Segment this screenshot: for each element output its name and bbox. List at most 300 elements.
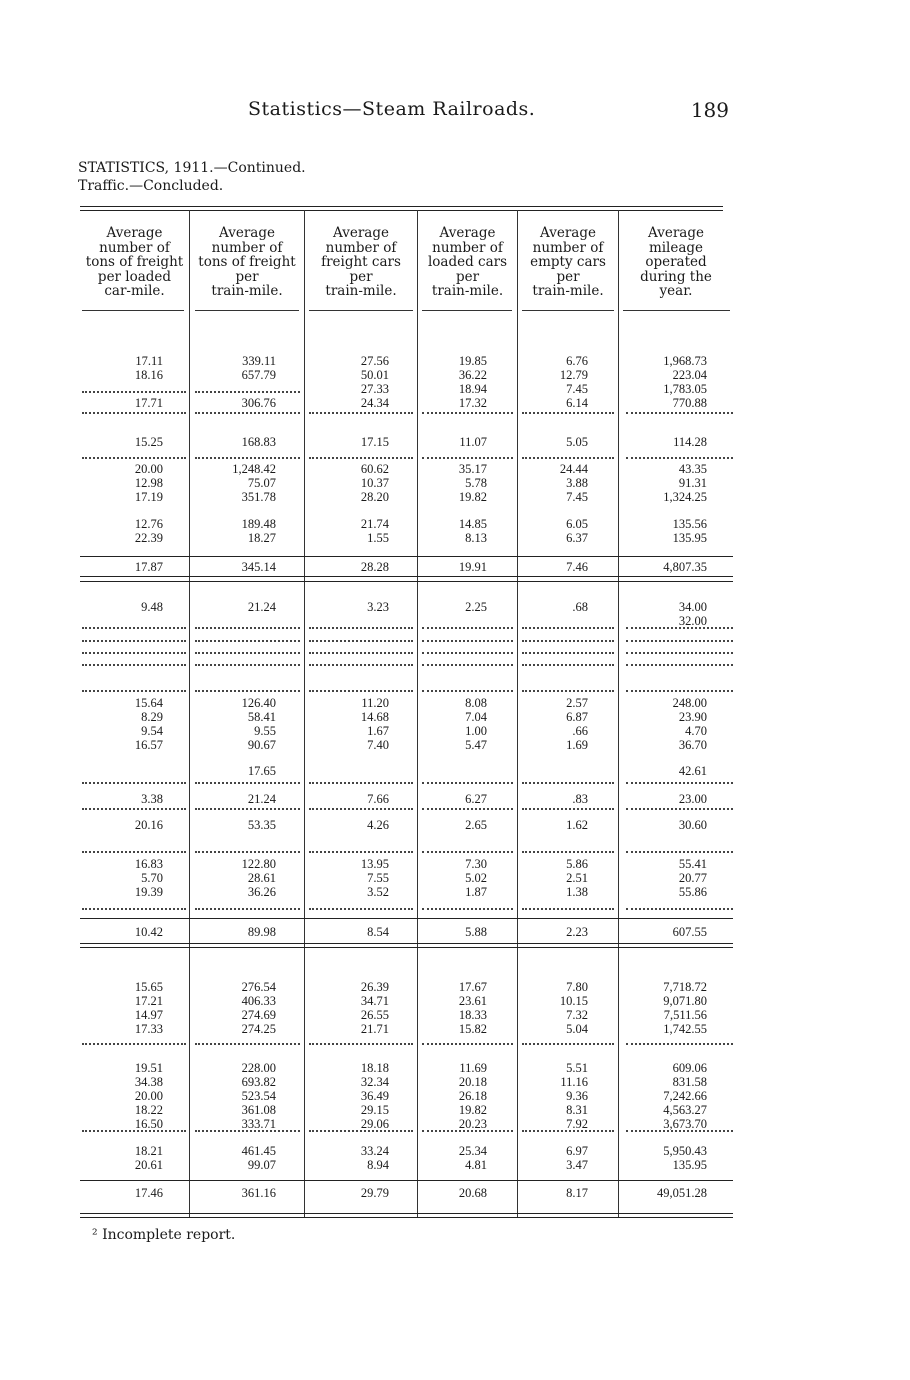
header-underline <box>195 310 299 311</box>
table-cell: 91.31 <box>678 476 707 490</box>
table-cell: 49,051.28 <box>657 1186 707 1200</box>
dotted-leader <box>626 782 733 784</box>
dotted-leader <box>626 652 733 654</box>
dotted-leader <box>82 1130 186 1132</box>
table-cell: 3.88 <box>566 476 588 490</box>
table-cell: 1.87 <box>465 885 487 899</box>
table-cell: 24.34 <box>360 396 389 410</box>
table-cell: 17.33 <box>134 1022 163 1036</box>
dotted-leader <box>626 640 733 642</box>
dotted-leader <box>626 457 733 459</box>
dotted-leader <box>626 1130 733 1132</box>
dotted-leader <box>626 908 733 910</box>
table-cell: 60.62 <box>360 462 389 476</box>
table-cell: 7,511.56 <box>663 1008 707 1022</box>
column-divider <box>304 210 305 1218</box>
dotted-leader <box>309 640 413 642</box>
table-cell: 3,673.70 <box>663 1117 707 1131</box>
dotted-leader <box>195 627 300 629</box>
table-cell: 6.97 <box>566 1144 588 1158</box>
table-cell: 36.26 <box>247 885 276 899</box>
table-cell: 8.17 <box>566 1186 588 1200</box>
table-cell: 5.04 <box>566 1022 588 1036</box>
table-cell: 274.25 <box>241 1022 276 1036</box>
dotted-leader <box>522 640 614 642</box>
table-cell: 5.86 <box>566 857 588 871</box>
table-cell: 30.60 <box>678 818 707 832</box>
dotted-leader <box>309 652 413 654</box>
table-cell: 4,807.35 <box>663 560 707 574</box>
table-cell: 12.76 <box>134 517 163 531</box>
dotted-leader <box>195 908 300 910</box>
table-cell: 21.24 <box>247 600 276 614</box>
table-cell: 17.71 <box>134 396 163 410</box>
table-cell: 21.24 <box>247 792 276 806</box>
table-cell: 20.00 <box>134 1089 163 1103</box>
table-cell: 7,718.72 <box>663 980 707 994</box>
dotted-leader <box>195 851 300 853</box>
dotted-leader <box>522 664 614 666</box>
table-cell: 5.51 <box>566 1061 588 1075</box>
table-cell: 23.61 <box>458 994 487 1008</box>
table-cell: 4,563.27 <box>663 1103 707 1117</box>
dotted-leader <box>522 412 614 414</box>
table-cell: 274.69 <box>241 1008 276 1022</box>
dotted-leader <box>82 908 186 910</box>
header-underline <box>422 310 512 311</box>
table-cell: 28.61 <box>247 871 276 885</box>
table-cell: 18.94 <box>458 382 487 396</box>
table-cell: 189.48 <box>241 517 276 531</box>
dotted-leader <box>522 652 614 654</box>
table-cell: 26.39 <box>360 980 389 994</box>
dotted-leader <box>522 782 614 784</box>
table-cell: .66 <box>572 724 588 738</box>
table-cell: 26.18 <box>458 1089 487 1103</box>
table-cell: 29.06 <box>360 1117 389 1131</box>
table-cell: 6.05 <box>566 517 588 531</box>
page-number: 189 <box>690 98 729 122</box>
top-rule <box>80 206 723 207</box>
column-header-tons-per-car-mile: Average number of tons of freight per loaded car-mile. <box>85 225 184 300</box>
table-cell: 9.48 <box>141 600 163 614</box>
table-cell: 89.98 <box>247 925 276 939</box>
table-cell: 22.39 <box>134 531 163 545</box>
column-divider <box>189 210 190 1218</box>
table-cell: 2.51 <box>566 871 588 885</box>
table-cell: 2.23 <box>566 925 588 939</box>
table-cell: 15.65 <box>134 980 163 994</box>
table-cell: 19.82 <box>458 490 487 504</box>
dotted-leader <box>309 664 413 666</box>
dotted-leader <box>82 391 186 393</box>
dotted-leader <box>82 627 186 629</box>
dotted-leader <box>195 690 300 692</box>
dotted-leader <box>195 782 300 784</box>
table-cell: 168.83 <box>241 435 276 449</box>
dotted-leader <box>309 1130 413 1132</box>
table-cell: 4.70 <box>685 724 707 738</box>
section-rule <box>80 947 733 948</box>
dotted-leader <box>522 808 614 810</box>
table-cell: 1.62 <box>566 818 588 832</box>
dotted-leader <box>309 851 413 853</box>
table-cell: 8.31 <box>566 1103 588 1117</box>
table-cell: 42.61 <box>678 764 707 778</box>
table-cell: 15.82 <box>458 1022 487 1036</box>
dotted-leader <box>422 1130 513 1132</box>
dotted-leader <box>309 808 413 810</box>
dotted-leader <box>626 412 733 414</box>
table-cell: 26.55 <box>360 1008 389 1022</box>
table-cell: 75.07 <box>247 476 276 490</box>
table-cell: 11.20 <box>361 696 389 710</box>
table-cell: 7.40 <box>367 738 389 752</box>
table-cell: 99.07 <box>247 1158 276 1172</box>
table-cell: 15.25 <box>134 435 163 449</box>
table-cell: 17.11 <box>135 354 163 368</box>
table-subcaption: Traffic.—Concluded. <box>78 178 224 194</box>
header-underline <box>309 310 413 311</box>
dotted-leader <box>82 851 186 853</box>
dotted-leader <box>309 457 413 459</box>
table-cell: 1.55 <box>367 531 389 545</box>
dotted-leader <box>82 808 186 810</box>
table-cell: 11.69 <box>459 1061 487 1075</box>
table-cell: 1,783.05 <box>663 382 707 396</box>
table-cell: 8.94 <box>367 1158 389 1172</box>
table-cell: 7.92 <box>566 1117 588 1131</box>
dotted-leader <box>309 782 413 784</box>
table-cell: 33.24 <box>360 1144 389 1158</box>
dotted-leader <box>309 627 413 629</box>
table-cell: 607.55 <box>672 925 707 939</box>
table-cell: 770.88 <box>672 396 707 410</box>
column-header-empty-cars: Average number of empty cars per train-mile. <box>530 225 606 300</box>
dotted-leader <box>422 690 513 692</box>
table-cell: 657.79 <box>241 368 276 382</box>
table-cell: 21.74 <box>360 517 389 531</box>
table-cell: 6.37 <box>566 531 588 545</box>
table-cell: 406.33 <box>241 994 276 1008</box>
dotted-leader <box>422 640 513 642</box>
table-cell: 7.46 <box>566 560 588 574</box>
dotted-leader <box>522 851 614 853</box>
table-cell: 17.21 <box>134 994 163 1008</box>
table-cell: 17.87 <box>134 560 163 574</box>
table-cell: 14.97 <box>134 1008 163 1022</box>
dotted-leader <box>522 908 614 910</box>
table-cell: 12.98 <box>134 476 163 490</box>
table-cell: 1,968.73 <box>663 354 707 368</box>
table-cell: 5.47 <box>465 738 487 752</box>
dotted-leader <box>626 690 733 692</box>
dotted-leader <box>422 851 513 853</box>
table-cell: 7.45 <box>566 382 588 396</box>
table-cell: 27.56 <box>360 354 389 368</box>
table-cell: 276.54 <box>241 980 276 994</box>
table-cell: 1,742.55 <box>663 1022 707 1036</box>
table-cell: 19.82 <box>458 1103 487 1117</box>
section-rule <box>80 581 733 582</box>
table-cell: 21.71 <box>360 1022 389 1036</box>
table-cell: 18.22 <box>134 1103 163 1117</box>
dotted-leader <box>522 457 614 459</box>
dotted-leader <box>82 1043 186 1045</box>
table-cell: 345.14 <box>241 560 276 574</box>
dotted-leader <box>82 412 186 414</box>
table-cell: 53.35 <box>247 818 276 832</box>
dotted-leader <box>422 457 513 459</box>
table-cell: 14.68 <box>360 710 389 724</box>
dotted-leader <box>82 457 186 459</box>
table-cell: 36.49 <box>360 1089 389 1103</box>
table-cell: 5,950.43 <box>663 1144 707 1158</box>
dotted-leader <box>422 908 513 910</box>
dotted-leader <box>422 627 513 629</box>
table-cell: 2.25 <box>465 600 487 614</box>
section-rule <box>80 918 733 919</box>
table-cell: 25.34 <box>458 1144 487 1158</box>
dotted-leader <box>195 640 300 642</box>
table-cell: 5.02 <box>465 871 487 885</box>
table-cell: 1.38 <box>566 885 588 899</box>
table-cell: 10.37 <box>360 476 389 490</box>
table-cell: 1,324.25 <box>663 490 707 504</box>
table-cell: 15.64 <box>134 696 163 710</box>
table-cell: 6.14 <box>566 396 588 410</box>
table-cell: 34.00 <box>678 600 707 614</box>
table-cell: 6.76 <box>566 354 588 368</box>
dotted-leader <box>522 1043 614 1045</box>
table-cell: 32.00 <box>678 614 707 628</box>
table-cell: 3.52 <box>367 885 389 899</box>
table-cell: 228.00 <box>241 1061 276 1075</box>
dotted-leader <box>626 1043 733 1045</box>
table-cell: 32.34 <box>360 1075 389 1089</box>
table-cell: 361.16 <box>241 1186 276 1200</box>
table-cell: 2.57 <box>566 696 588 710</box>
dotted-leader <box>626 664 733 666</box>
table-cell: 5.78 <box>465 476 487 490</box>
table-cell: 1.67 <box>367 724 389 738</box>
table-cell: 20.77 <box>678 871 707 885</box>
table-cell: 3.38 <box>141 792 163 806</box>
table-cell: 17.65 <box>247 764 276 778</box>
table-cell: 6.87 <box>566 710 588 724</box>
column-divider <box>517 210 518 1218</box>
bottom-rule-inner <box>80 1217 733 1218</box>
table-cell: 5.05 <box>566 435 588 449</box>
table-cell: 9.55 <box>254 724 276 738</box>
dotted-leader <box>522 627 614 629</box>
table-cell: 27.33 <box>360 382 389 396</box>
dotted-leader <box>195 1130 300 1132</box>
table-cell: 351.78 <box>241 490 276 504</box>
column-header-tons-per-train-mile: Average number of tons of freight per train-mile. <box>198 225 296 300</box>
table-cell: 523.54 <box>241 1089 276 1103</box>
table-cell: 28.20 <box>360 490 389 504</box>
table-cell: 11.07 <box>459 435 487 449</box>
table-cell: 3.47 <box>566 1158 588 1172</box>
dotted-leader <box>195 457 300 459</box>
table-cell: 13.95 <box>360 857 389 871</box>
table-cell: 223.04 <box>672 368 707 382</box>
table-cell: 126.40 <box>241 696 276 710</box>
table-cell: 135.95 <box>672 531 707 545</box>
table-cell: 18.18 <box>360 1061 389 1075</box>
table-cell: 9.54 <box>141 724 163 738</box>
table-cell: 20.16 <box>134 818 163 832</box>
dotted-leader <box>82 640 186 642</box>
section-rule <box>80 576 733 577</box>
dotted-leader <box>309 690 413 692</box>
table-cell: 20.68 <box>458 1186 487 1200</box>
top-rule-inner <box>80 210 723 211</box>
dotted-leader <box>422 652 513 654</box>
running-head <box>248 98 733 128</box>
dotted-leader <box>626 808 733 810</box>
table-cell: 114.28 <box>673 435 707 449</box>
table-cell: 23.90 <box>678 710 707 724</box>
table-cell: 19.85 <box>458 354 487 368</box>
table-cell: 36.70 <box>678 738 707 752</box>
header-underline <box>623 310 730 311</box>
table-cell: 19.39 <box>134 885 163 899</box>
table-cell: 122.80 <box>241 857 276 871</box>
table-cell: 333.71 <box>241 1117 276 1131</box>
table-cell: 11.16 <box>560 1075 588 1089</box>
table-cell: 609.06 <box>672 1061 707 1075</box>
table-cell: 16.83 <box>134 857 163 871</box>
table-cell: 339.11 <box>242 354 276 368</box>
table-cell: 1.69 <box>566 738 588 752</box>
table-cell: 4.26 <box>367 818 389 832</box>
dotted-leader <box>626 851 733 853</box>
table-cell: 16.50 <box>134 1117 163 1131</box>
table-cell: 29.79 <box>360 1186 389 1200</box>
table-caption: STATISTICS, 1911.—Continued. <box>78 160 306 176</box>
table-cell: 8.08 <box>465 696 487 710</box>
table-cell: 18.16 <box>134 368 163 382</box>
table-cell: 35.17 <box>458 462 487 476</box>
table-cell: 5.88 <box>465 925 487 939</box>
column-header-loaded-cars: Average number of loaded cars per train-mile. <box>427 225 508 300</box>
table-cell: 20.00 <box>134 462 163 476</box>
dotted-leader <box>422 808 513 810</box>
dotted-leader <box>195 1043 300 1045</box>
table-cell: 34.38 <box>134 1075 163 1089</box>
section-rule <box>80 1180 733 1181</box>
dotted-leader <box>522 1130 614 1132</box>
dotted-leader <box>626 627 733 629</box>
table-cell: 7,242.66 <box>663 1089 707 1103</box>
table-cell: 1,248.42 <box>232 462 276 476</box>
dotted-leader <box>522 690 614 692</box>
table-cell: 8.13 <box>465 531 487 545</box>
dotted-leader <box>82 652 186 654</box>
table-cell: 19.51 <box>134 1061 163 1075</box>
table-cell: 7.45 <box>566 490 588 504</box>
table-cell: 36.22 <box>458 368 487 382</box>
table-cell: 34.71 <box>360 994 389 1008</box>
column-divider <box>618 210 619 1218</box>
table-cell: 16.57 <box>134 738 163 752</box>
table-cell: 693.82 <box>241 1075 276 1089</box>
table-cell: 7.30 <box>465 857 487 871</box>
table-cell: 461.45 <box>241 1144 276 1158</box>
table-cell: 20.61 <box>134 1158 163 1172</box>
table-cell: .68 <box>572 600 588 614</box>
table-cell: 50.01 <box>360 368 389 382</box>
column-divider <box>417 210 418 1218</box>
table-cell: 17.19 <box>134 490 163 504</box>
table-cell: 23.00 <box>678 792 707 806</box>
table-cell: 135.95 <box>672 1158 707 1172</box>
table-cell: 17.46 <box>134 1186 163 1200</box>
table-cell: 90.67 <box>247 738 276 752</box>
table-cell: 12.79 <box>559 368 588 382</box>
table-cell: 361.08 <box>241 1103 276 1117</box>
table-cell: 4.81 <box>465 1158 487 1172</box>
table-cell: 28.28 <box>360 560 389 574</box>
header-underline <box>522 310 614 311</box>
dotted-leader <box>309 908 413 910</box>
table-cell: 6.27 <box>465 792 487 806</box>
section-rule <box>80 943 733 944</box>
table-cell: 55.86 <box>678 885 707 899</box>
dotted-leader <box>195 652 300 654</box>
dotted-leader <box>82 782 186 784</box>
table-cell: 18.21 <box>134 1144 163 1158</box>
table-cell: 248.00 <box>672 696 707 710</box>
dotted-leader <box>422 1043 513 1045</box>
table-cell: 7.66 <box>367 792 389 806</box>
dotted-leader <box>422 412 513 414</box>
column-header-mileage: Average mileage operated during the year. <box>640 225 712 300</box>
dotted-leader <box>422 782 513 784</box>
table-cell: 19.91 <box>458 560 487 574</box>
table-cell: 8.29 <box>141 710 163 724</box>
column-header-freight-cars: Average number of freight cars per train-mile. <box>321 225 401 300</box>
bottom-rule <box>80 1213 733 1214</box>
table-cell: 9.36 <box>566 1089 588 1103</box>
table-cell: 29.15 <box>360 1103 389 1117</box>
dotted-leader <box>195 664 300 666</box>
dotted-leader <box>195 808 300 810</box>
table-cell: 2.65 <box>465 818 487 832</box>
table-cell: 1.00 <box>465 724 487 738</box>
table-cell: .83 <box>572 792 588 806</box>
dotted-leader <box>422 664 513 666</box>
table-cell: 306.76 <box>241 396 276 410</box>
table-cell: 20.18 <box>458 1075 487 1089</box>
dotted-leader <box>309 412 413 414</box>
table-cell: 9,071.80 <box>663 994 707 1008</box>
running-title: Statistics—Steam Railroads. <box>248 98 536 120</box>
table-cell: 14.85 <box>458 517 487 531</box>
table-cell: 10.15 <box>559 994 588 1008</box>
table-cell: 3.23 <box>367 600 389 614</box>
table-cell: 43.35 <box>678 462 707 476</box>
table-cell: 17.67 <box>458 980 487 994</box>
table-cell: 17.15 <box>360 435 389 449</box>
table-cell: 7.55 <box>367 871 389 885</box>
table-cell: 831.58 <box>672 1075 707 1089</box>
table-cell: 17.32 <box>458 396 487 410</box>
section-rule <box>80 556 733 557</box>
footnote: ² Incomplete report. <box>92 1227 236 1243</box>
